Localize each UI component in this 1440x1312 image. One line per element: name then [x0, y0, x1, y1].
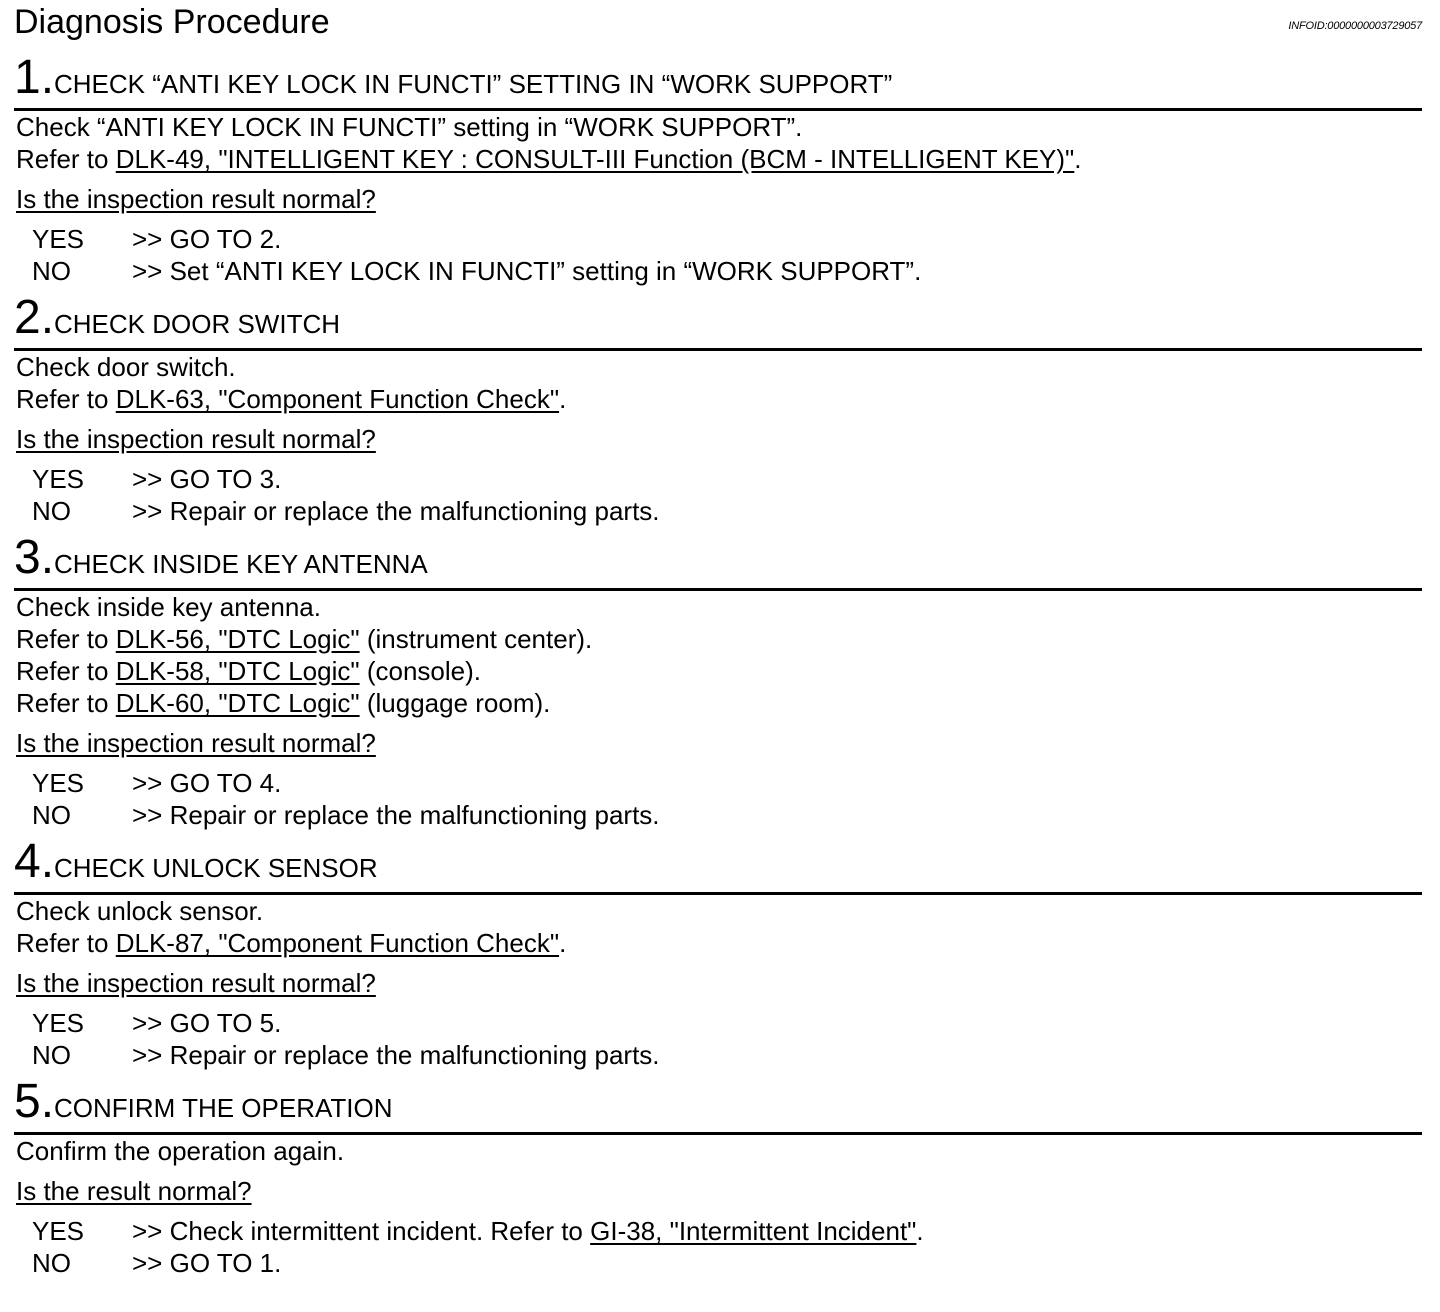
answer-yes: YES >> GO TO 4. — [32, 768, 282, 798]
step-4 — [14, 835, 1422, 1071]
reference-link[interactable]: DLK-87, "Component Function Check" — [115, 928, 560, 958]
step-body — [14, 591, 1422, 831]
inspection-question: Is the inspection result normal? — [16, 424, 376, 454]
inspection-question: Is the result normal? — [16, 1176, 252, 1206]
step-title: CHECK INSIDE KEY ANTENNA — [54, 549, 428, 579]
step-title: CHECK “ANTI KEY LOCK IN FUNCTI” SETTING IN “WORK SUPPORT” — [54, 69, 893, 99]
answer-list — [16, 1007, 1422, 1071]
step-header — [14, 1075, 1422, 1135]
step-number: 5. — [14, 1075, 55, 1128]
instruction-line: Confirm the operation again. — [16, 1136, 345, 1166]
step-body — [14, 111, 1422, 287]
answer-yes: YES >> GO TO 2. — [32, 224, 282, 254]
step-number: 2. — [14, 291, 55, 344]
answer-no: NO >> Repair or replace the malfunctioning parts. — [32, 800, 660, 830]
answer-no: NO >> GO TO 1. — [32, 1248, 282, 1278]
reference-link[interactable]: GI-38, "Intermittent Incident" — [590, 1216, 917, 1246]
instruction-line: Check inside key antenna. — [16, 592, 321, 622]
step-2 — [14, 291, 1422, 527]
instruction-line: Check unlock sensor. — [16, 896, 264, 926]
step-header — [14, 51, 1422, 111]
step-number: 1. — [14, 51, 55, 104]
inspection-question: Is the inspection result normal? — [16, 184, 376, 214]
answer-no: NO >> Repair or replace the malfunctioning parts. — [32, 1040, 660, 1070]
reference-link[interactable]: DLK-63, "Component Function Check" — [115, 384, 560, 414]
inspection-question: Is the inspection result normal? — [16, 728, 376, 758]
inspection-question: Is the inspection result normal? — [16, 968, 376, 998]
answer-list — [16, 1215, 1422, 1279]
reference-link[interactable]: DLK-56, "DTC Logic" — [115, 624, 360, 654]
reference-line: Refer to DLK-87, "Component Function Check". — [16, 928, 567, 958]
step-title: CONFIRM THE OPERATION — [54, 1093, 393, 1123]
step-title: CHECK UNLOCK SENSOR — [54, 853, 378, 883]
reference-line: Refer to DLK-60, "DTC Logic" (luggage room). — [16, 688, 551, 718]
answer-no: NO >> Repair or replace the malfunctioning parts. — [32, 496, 660, 526]
step-3 — [14, 531, 1422, 831]
step-number: 4. — [14, 835, 55, 888]
step-body — [14, 1135, 1422, 1279]
reference-link[interactable]: DLK-49, "INTELLIGENT KEY : CONSULT-III Function (BCM - INTELLIGENT KEY)" — [115, 144, 1075, 174]
answer-yes: YES >> GO TO 3. — [32, 464, 282, 494]
step-header — [14, 531, 1422, 591]
answer-no: NO >> Set “ANTI KEY LOCK IN FUNCTI” setting in “WORK SUPPORT”. — [32, 256, 922, 286]
answer-list — [16, 463, 1422, 527]
step-body — [14, 351, 1422, 527]
info-id: INFOID:0000000003729057 — [1288, 20, 1422, 32]
instruction-line: Check “ANTI KEY LOCK IN FUNCTI” setting in “WORK SUPPORT”. — [16, 112, 803, 142]
answer-yes: YES >> Check intermittent incident. Refer to GI-38, "Intermittent Incident". — [32, 1216, 924, 1246]
page-title: Diagnosis Procedure — [14, 3, 330, 41]
reference-line: Refer to DLK-58, "DTC Logic" (console). — [16, 656, 481, 686]
step-header — [14, 291, 1422, 351]
reference-link[interactable]: DLK-60, "DTC Logic" — [115, 688, 360, 718]
reference-link[interactable]: DLK-58, "DTC Logic" — [115, 656, 360, 686]
answer-list — [16, 223, 1422, 287]
answer-yes: YES >> GO TO 5. — [32, 1008, 282, 1038]
reference-line: Refer to DLK-49, "INTELLIGENT KEY : CONSULT-III Function (BCM - INTELLIGENT KEY)". — [16, 144, 1082, 174]
reference-line: Refer to DLK-56, "DTC Logic" (instrument center). — [16, 624, 593, 654]
step-header — [14, 835, 1422, 895]
reference-line: Refer to DLK-63, "Component Function Check". — [16, 384, 567, 414]
step-body — [14, 895, 1422, 1071]
instruction-line: Check door switch. — [16, 352, 236, 382]
answer-list — [16, 767, 1422, 831]
step-number: 3. — [14, 531, 55, 584]
step-1 — [14, 51, 1422, 287]
step-title: CHECK DOOR SWITCH — [54, 309, 340, 339]
step-5 — [14, 1075, 1422, 1279]
